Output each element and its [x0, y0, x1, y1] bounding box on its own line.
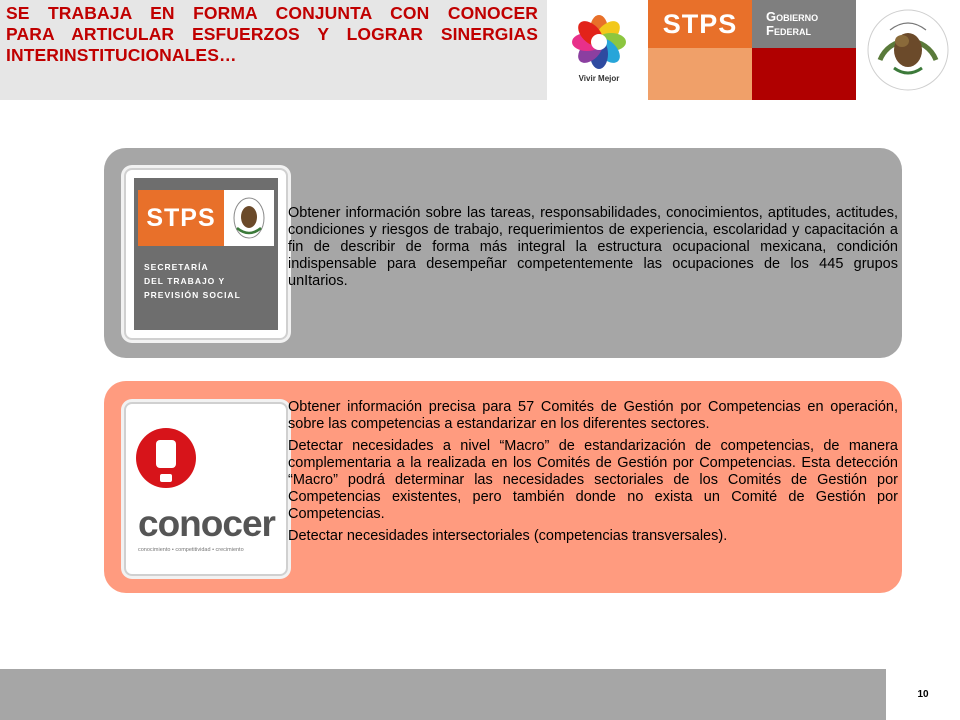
gobierno-line-1: Gobierno — [766, 9, 819, 24]
stps-card-text: Obtener información sobre las tareas, responsabilidades, conocimientos, aptitudes, actitudes, condiciones y riesgos de trabajo, requerimientos de experiencia, escolaridad y capacitación a fin de describir de forma más integral la estructura ocupacional mexicana, condición indispensable para desempeñar competentemente las ocupaciones de los 445 grupos unItarios. — [288, 205, 898, 289]
vivir-mejor-label: Vivir Mejor — [578, 74, 620, 83]
conocer-paragraph-2: Detectar necesidades a nivel “Macro” de estandarización de competencias, de manera complementaria a la realizada en los Comités de Gestión por Competencias. Esta detección “Macro” podrá determinar las necesidades sectoriales de los Comités de Gestión por Competencias existentes, pero también donde no exista un Comité de Gestión por Competencias. — [288, 438, 898, 522]
page-number: 10 — [886, 669, 960, 720]
conocer-logo-word: conocer — [138, 503, 275, 544]
stps-caption-line-2: DEL TRABAJO Y — [144, 276, 226, 286]
stps-header-logo: STPS — [648, 0, 752, 48]
stps-caption-line-1: SECRETARÍA — [144, 262, 209, 272]
stps-emblem-seal — [224, 190, 274, 246]
page-title — [6, 3, 538, 66]
gobierno-federal-logo — [752, 0, 856, 48]
conocer-card — [104, 381, 902, 593]
gobierno-line-2: Federal — [766, 23, 811, 38]
stps-card — [104, 148, 902, 358]
title-line-3: INTERINSTITUCIONALES… — [6, 45, 237, 65]
stps-emblem-caption — [144, 260, 274, 302]
conocer-logo-frame — [124, 402, 288, 576]
stps-emblem — [134, 178, 278, 330]
stps-emblem-label: STPS — [138, 190, 224, 246]
eagle-seal-icon — [224, 190, 274, 246]
stps-logo-frame — [124, 168, 288, 340]
conocer-symbol-icon — [134, 418, 204, 504]
conocer-logo-tagline: conocimiento • competitividad • crecimiento — [138, 547, 244, 553]
title-line-1: SE TRABAJA EN FORMA CONJUNTA CON CONOCER — [6, 3, 538, 23]
mexico-coat-of-arms-icon — [866, 8, 950, 92]
footer-bar — [0, 669, 960, 720]
stps-header-accent — [648, 48, 752, 100]
conocer-paragraph-1: Obtener información precisa para 57 Comités de Gestión por Competencias en operación, sobre las competencias a estandarizar en los diferentes sectores. — [288, 399, 898, 432]
conocer-paragraph-3: Detectar necesidades intersectoriales (competencias transversales). — [288, 528, 728, 544]
gobierno-federal-accent — [752, 48, 856, 100]
stps-caption-line-3: PREVISIÓN SOCIAL — [144, 290, 241, 300]
conocer-card-text — [288, 399, 898, 550]
title-line-2: PARA ARTICULAR ESFUERZOS Y LOGRAR SINERGIAS — [6, 24, 538, 44]
